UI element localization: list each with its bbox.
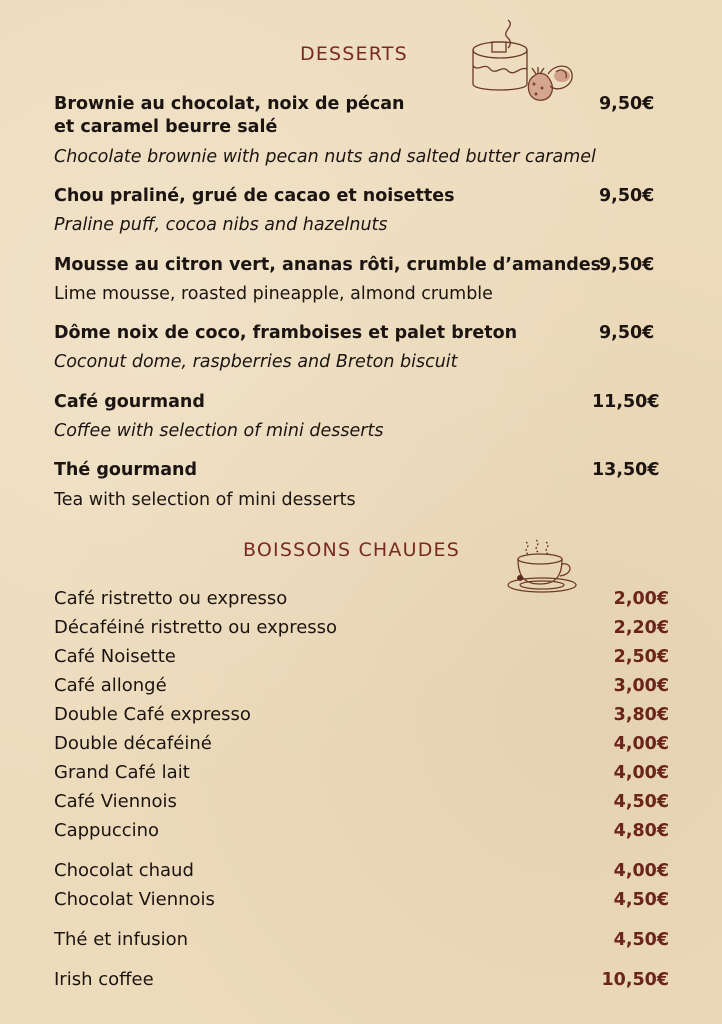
dessert-description: Coffee with selection of mini desserts xyxy=(54,421,384,441)
drink-name: Thé et infusion xyxy=(54,929,189,950)
drink-price: 4,50€ xyxy=(613,792,669,812)
dessert-name-line2: et caramel beurre salé xyxy=(54,117,278,137)
drink-name: Décaféiné ristretto ou expresso xyxy=(54,617,338,638)
dessert-description: Coconut dome, raspberries and Breton biscuit xyxy=(54,352,458,372)
drink-name: Café ristretto ou expresso xyxy=(54,588,288,609)
dessert-price: 9,50€ xyxy=(599,255,655,275)
drink-price: 2,50€ xyxy=(613,647,669,667)
dessert-description: Praline puff, cocoa nibs and hazelnuts xyxy=(54,215,388,235)
dessert-price: 9,50€ xyxy=(599,94,655,114)
drink-price: 2,20€ xyxy=(613,618,669,638)
drink-name: Double Café expresso xyxy=(54,704,251,725)
drink-price: 4,00€ xyxy=(613,734,669,754)
dessert-name: Brownie au chocolat, noix de pécan xyxy=(54,94,405,114)
dessert-price: 9,50€ xyxy=(599,323,655,343)
dessert-name: Mousse au citron vert, ananas rôti, crumble d’amandes xyxy=(54,255,602,275)
drink-price: 4,80€ xyxy=(613,821,669,841)
drink-name: Chocolat chaud xyxy=(54,860,194,881)
dessert-name: Café gourmand xyxy=(54,392,205,412)
dessert-name: Chou praliné, grué de cacao et noisettes xyxy=(54,186,455,206)
hot-drinks-title: BOISSONS CHAUDES xyxy=(243,539,461,561)
drink-name: Café Noisette xyxy=(54,646,176,667)
drink-price: 4,50€ xyxy=(613,930,669,950)
drink-name: Chocolat Viennois xyxy=(54,889,215,910)
dessert-price: 11,50€ xyxy=(592,392,660,412)
drink-name: Café allongé xyxy=(54,675,167,696)
drink-name: Café Viennois xyxy=(54,791,177,812)
dessert-description: Lime mousse, roasted pineapple, almond crumble xyxy=(54,284,493,304)
drink-price: 4,50€ xyxy=(613,890,669,910)
dessert-description: Tea with selection of mini desserts xyxy=(54,490,356,510)
drink-price: 2,00€ xyxy=(613,589,669,609)
drink-price: 3,80€ xyxy=(613,705,669,725)
drink-price: 4,00€ xyxy=(613,861,669,881)
dessert-description: Chocolate brownie with pecan nuts and salted butter caramel xyxy=(54,147,596,167)
drink-name: Cappuccino xyxy=(54,820,160,841)
dessert-name: Dôme noix de coco, framboises et palet breton xyxy=(54,323,518,343)
dessert-price: 13,50€ xyxy=(592,460,660,480)
drink-name: Irish coffee xyxy=(54,969,154,990)
dessert-name: Thé gourmand xyxy=(54,460,198,480)
drink-name: Double décaféiné xyxy=(54,733,212,754)
desserts-title: DESSERTS xyxy=(300,43,408,65)
drink-price: 10,50€ xyxy=(601,970,669,990)
drink-name: Grand Café lait xyxy=(54,762,190,783)
drink-price: 3,00€ xyxy=(613,676,669,696)
drink-price: 4,00€ xyxy=(613,763,669,783)
dessert-price: 9,50€ xyxy=(599,186,655,206)
cake-strawberry-icon xyxy=(464,14,580,106)
